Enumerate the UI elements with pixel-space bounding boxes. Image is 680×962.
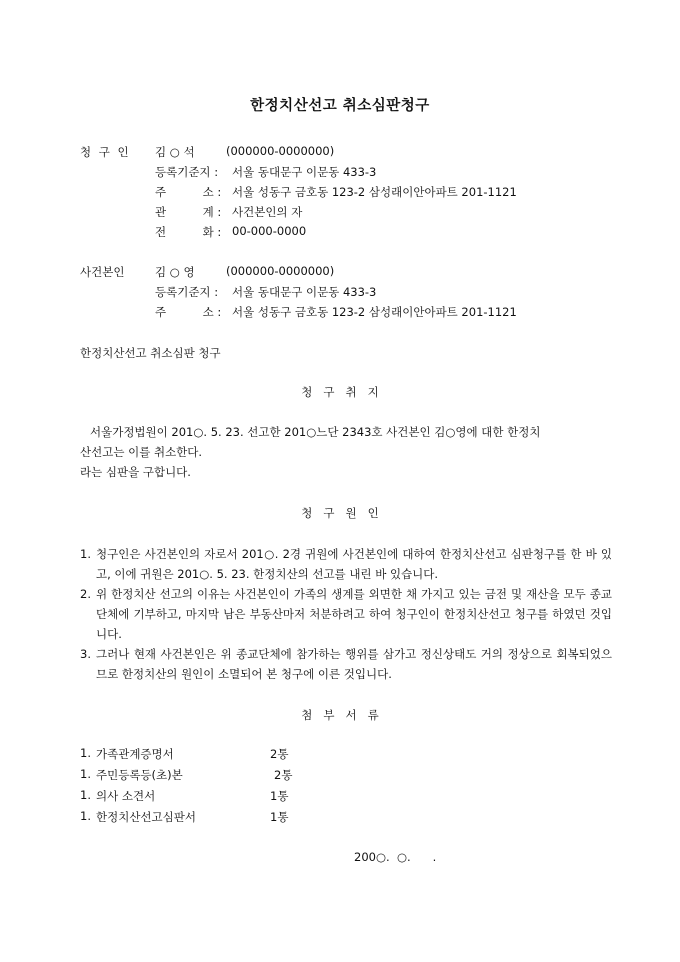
claimant-name: 김 ○ 석 [155,145,195,159]
attachment-name: 가족관계증명서 [96,747,174,761]
claimant-role-label: 청 구 인 [80,145,131,159]
document-title: 한정치산선고 취소심판청구 [250,98,430,114]
claimant-field-label: 주 소 : [155,185,222,199]
subject-id-number: (000000-0000000) [226,264,335,278]
subject-field-label: 등록기준지 : [155,285,219,299]
cause-number: 2. [80,587,91,601]
cause-item [80,544,612,584]
purpose-line: 산선고는 이를 취소한다. [80,445,203,459]
cause-text: 그러나 현재 사건본인은 위 종교단체에 참가하는 행위를 삼가고 정신상태도 거의 정상으로 회복되었으므로 한정치산의 원인이 소멸되어 본 청구에 이른 것입니다. [96,647,612,681]
subject-name: 김 ○ 영 [155,265,195,279]
claimant-field-value: 서울 성동구 금호동 123-2 삼성래이안아파트 201-1121 [232,185,517,199]
cause-text: 청구인은 사건본인의 자로서 201○. 2경 귀원에 사건본인에 대하여 한정치산선고 심판청구를 한 바 있고, 이에 귀원은 201○. 5. 23. 한정치산의 선고를 내린 바 있습니다. [96,547,612,581]
claimant-field-value: 사건본인의 자 [232,205,303,219]
attachment-count: 2통 [274,768,293,782]
cause-item [80,644,612,684]
attachment-count: 2통 [270,747,289,761]
causes-heading: 청구원인 [301,506,390,520]
purpose-heading: 청구취지 [301,385,390,399]
attachment-number: 1. [80,788,91,802]
attachments-heading: 첨부서류 [301,708,390,722]
claimant-id-number: (000000-0000000) [226,144,335,158]
subject-field-value: 서울 성동구 금호동 123-2 삼성래이안아파트 201-1121 [232,305,517,319]
cause-number: 1. [80,547,91,561]
attachment-name: 주민등록등(초)본 [96,768,183,782]
purpose-line: 서울가정법원이 201○. 5. 23. 선고한 201○느단 2343호 사건본인 김○영에 대한 한정치 [90,425,541,439]
subject-field-value: 서울 동대문구 이문동 433-3 [232,285,377,299]
claimant-field-value: 00-000-0000 [232,224,307,238]
attachment-number: 1. [80,809,91,823]
attachment-number: 1. [80,767,91,781]
case-name: 한정치산선고 취소심판 청구 [80,346,221,360]
claimant-field-label: 관 계 : [155,205,222,219]
purpose-line: 라는 심판을 구합니다. [80,465,191,479]
attachment-name: 의사 소견서 [96,789,156,803]
attachment-count: 1통 [270,810,289,824]
attachment-count: 1통 [270,789,289,803]
attachment-name: 한정치산선고심판서 [96,810,196,824]
cause-text: 위 한정치산 선고의 이유는 사건본인이 가족의 생계를 외면한 채 가지고 있는 금전 및 재산을 모두 종교단체에 기부하고, 마지막 남은 부동산마저 처분하려고 하여 청구인이 한정치산선고 청구를 하였던 것입니다. [96,587,612,641]
subject-role-label: 사건본인 [80,265,125,279]
attachment-number: 1. [80,746,91,760]
cause-item [80,584,612,644]
claimant-field-label: 전 화 : [155,225,222,239]
cause-number: 3. [80,647,91,661]
claimant-field-value: 서울 동대문구 이문동 433-3 [232,165,377,179]
document-date: 200○. ○. . [354,850,437,864]
claimant-field-label: 등록기준지 : [155,165,219,179]
subject-field-label: 주 소 : [155,305,222,319]
